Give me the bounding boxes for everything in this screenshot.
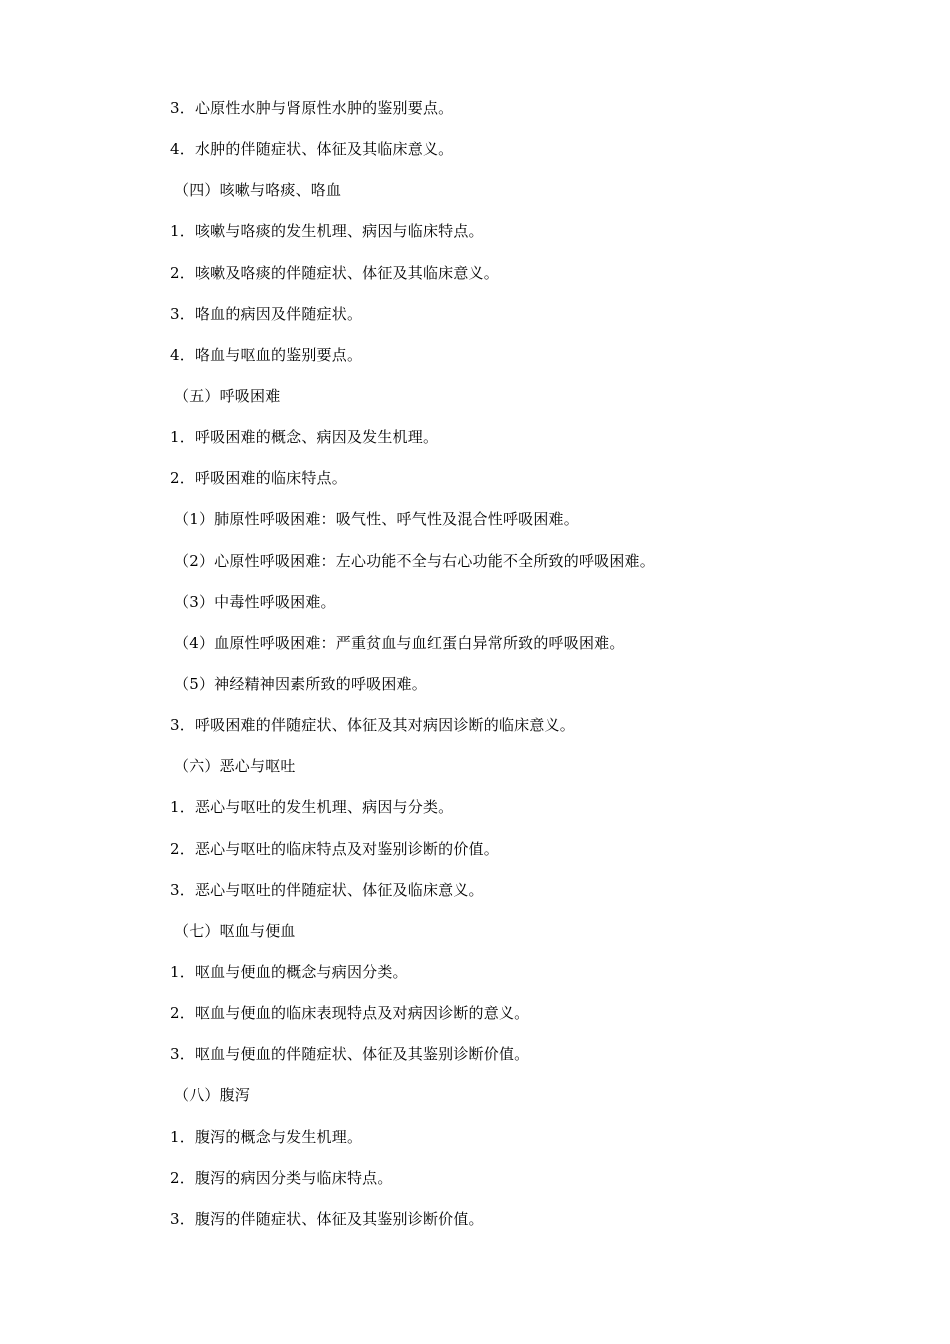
list-item: 2．腹泻的病因分类与临床特点。 [170,1168,393,1187]
list-item: 1．呕血与便血的概念与病因分类。 [170,962,408,981]
section-heading: （七）呕血与便血 [174,921,296,940]
list-item: 1．恶心与呕吐的发生机理、病因与分类。 [170,798,454,817]
list-item: 1．呼吸困难的概念、病因及发生机理。 [170,428,439,447]
sub-list-item: （4）血原性呼吸困难：严重贫血与血红蛋白异常所致的呼吸困难。 [174,633,625,652]
list-item: 3．呕血与便血的伴随症状、体征及其鉴别诊断价值。 [170,1045,530,1064]
list-item: 2．恶心与呕吐的临床特点及对鉴别诊断的价值。 [170,839,499,858]
list-item: 2．咳嗽及咯痰的伴随症状、体征及其临床意义。 [170,263,499,282]
section-heading: （五）呼吸困难 [174,386,281,405]
sub-list-item: （1）肺原性呼吸困难：吸气性、呼气性及混合性呼吸困难。 [174,510,579,529]
section-heading: （四）咳嗽与咯痰、咯血 [174,181,342,200]
list-item: 4．咯血与呕血的鉴别要点。 [170,345,363,364]
list-item: 2．呕血与便血的临床表现特点及对病因诊断的意义。 [170,1004,530,1023]
list-item: 3．咯血的病因及伴随症状。 [170,304,363,323]
section-heading: （八）腹泻 [174,1086,251,1105]
sub-list-item: （2）心原性呼吸困难：左心功能不全与右心功能不全所致的呼吸困难。 [174,551,655,570]
list-item: 1．咳嗽与咯痰的发生机理、病因与临床特点。 [170,222,484,241]
sub-list-item: （5）神经精神因素所致的呼吸困难。 [174,674,427,693]
document-body [0,93,950,1245]
list-item: 1．腹泻的概念与发生机理。 [170,1127,363,1146]
list-item: 3．腹泻的伴随症状、体征及其鉴别诊断价值。 [170,1209,484,1228]
list-item: 2．呼吸困难的临床特点。 [170,469,347,488]
list-item: 3．心原性水肿与肾原性水肿的鉴别要点。 [170,99,454,117]
sub-list-item: （3）中毒性呼吸困难。 [174,592,336,611]
list-item: 4．水肿的伴随症状、体征及其临床意义。 [170,140,454,159]
list-item: 3．恶心与呕吐的伴随症状、体征及临床意义。 [170,880,484,899]
section-heading: （六）恶心与呕吐 [174,757,296,776]
list-item: 3．呼吸困难的伴随症状、体征及其对病因诊断的临床意义。 [170,716,575,735]
